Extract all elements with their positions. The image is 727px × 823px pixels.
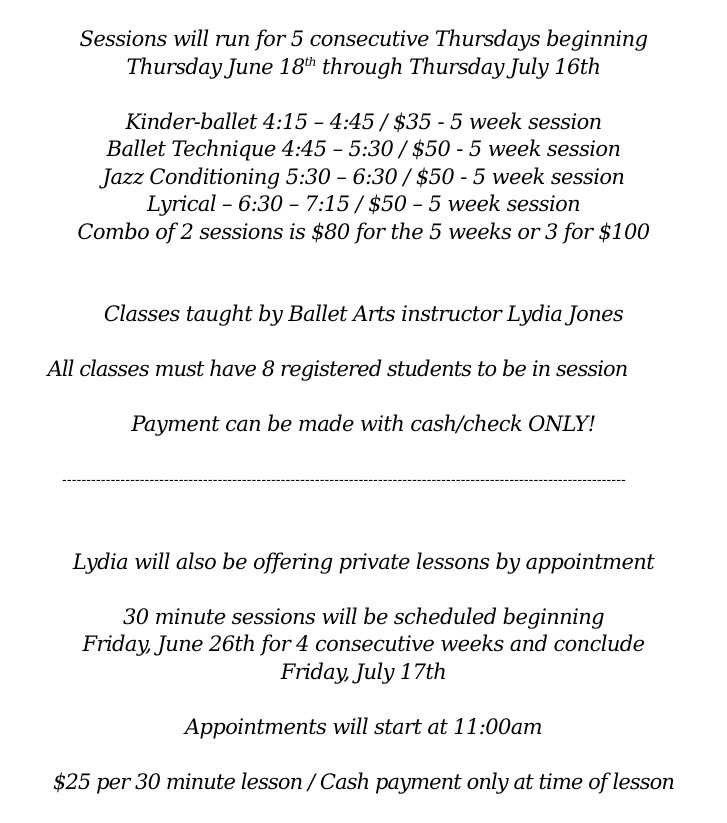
instructor-note: Classes taught by Ballet Arts instructor Lydia Jones [103,302,624,326]
class-item-lyrical: Lyrical – 6:30 – 7:15 / $50 – 5 week session [146,192,581,216]
date-ordinal-suffix: th [304,55,316,69]
enrollment-requirement: All classes must have 8 registered students to be in session [47,357,628,381]
private-schedule-line-1: 30 minute sessions will be scheduled beginning [123,605,604,629]
private-lesson-price: $25 per 30 minute lesson / Cash payment only at time of lesson [52,770,674,794]
payment-note: Payment can be made with cash/check ONLY! [131,412,596,436]
class-item-ballet-technique: Ballet Technique 4:45 – 5:30 / $50 - 5 week session [106,137,621,161]
section-divider: -------------------------------------------------------------------------------------------------------------------- [62,471,627,487]
session-start-date: Thursday June 18 [126,55,305,79]
class-item-jazz-conditioning: Jazz Conditioning 5:30 – 6:30 / $50 - 5 week session [102,165,625,189]
session-intro-line-1: Sessions will run for 5 consecutive Thursdays beginning [79,27,648,51]
private-lessons-intro: Lydia will also be offering private lessons by appointment [72,550,655,574]
session-intro-line-2 [0,54,727,82]
private-schedule-line-3: Friday, July 17th [280,660,447,684]
class-combo-pricing: Combo of 2 sessions is $80 for the 5 weeks or 3 for $100 [77,220,650,244]
class-item-kinder-ballet: Kinder-ballet 4:15 – 4:45 / $35 - 5 week session [125,110,602,134]
private-schedule-line-2: Friday, June 26th for 4 consecutive weeks and conclude [82,632,645,656]
session-end-date: through Thursday July 16th [315,55,601,79]
appointment-start-time: Appointments will start at 11:00am [184,715,542,739]
